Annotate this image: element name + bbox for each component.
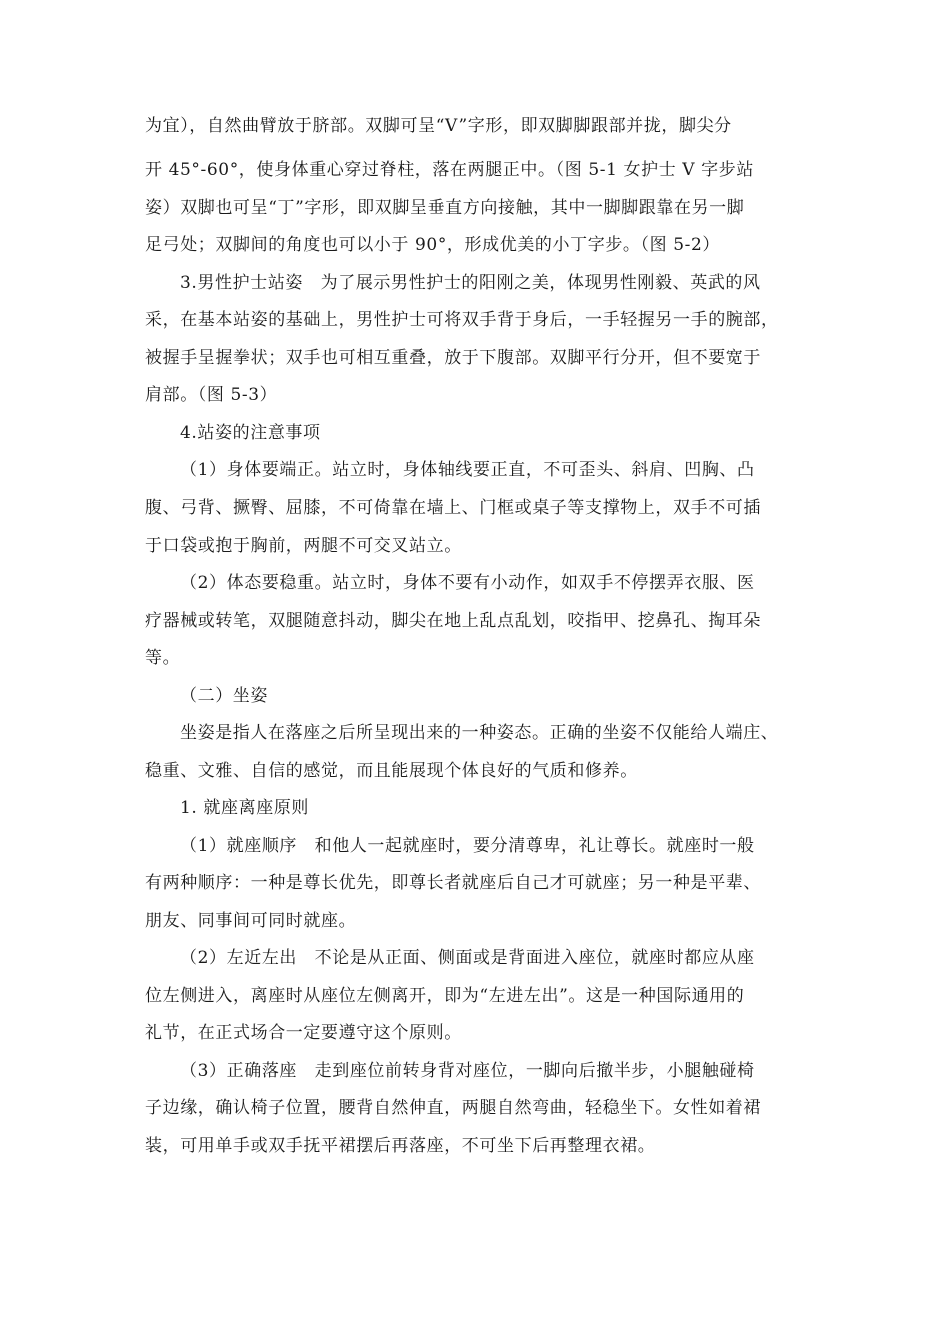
paragraph-line: 有两种顺序：一种是尊长优先，即尊长者就座后自己才可就座；另一种是平辈、	[145, 873, 761, 893]
paragraph-line: 稳重、文雅、自信的感觉，而且能展现个体良好的气质和修养。	[145, 761, 638, 781]
paragraph-line: 姿）双脚也可呈“丁”字形，即双脚呈垂直方向接触，其中一脚脚跟靠在另一脚	[145, 198, 745, 218]
paragraph-line: 采，在基本站姿的基础上，男性护士可将双手背于身后，一手轻握另一手的腕部，	[145, 310, 779, 330]
paragraph-line: 等。	[145, 648, 181, 668]
paragraph-line: 子边缘，确认椅子位置，腰背自然伸直，两腿自然弯曲，轻稳坐下。女性如着裙	[145, 1098, 761, 1118]
paragraph-line: 坐姿是指人在落座之后所呈现出来的一种姿态。正确的坐姿不仅能给人端庄、	[180, 723, 779, 743]
paragraph-line: 朋友、同事间可同时就座。	[145, 911, 357, 931]
paragraph-line: 礼节，在正式场合一定要遵守这个原则。	[145, 1023, 462, 1043]
paragraph-line: （2）体态要稳重。站立时，身体不要有小动作，如双手不停摆弄衣服、医	[180, 573, 755, 593]
paragraph-line: 于口袋或抱于胸前，两腿不可交叉站立。	[145, 536, 462, 556]
paragraph-line: 腹、弓背、撅臀、屈膝，不可倚靠在墙上、门框或桌子等支撑物上，双手不可插	[145, 498, 761, 518]
paragraph-line: 装，可用单手或双手抚平裙摆后再落座，不可坐下后再整理衣裙。	[145, 1136, 656, 1156]
section-heading: 1. 就座离座原则	[180, 798, 310, 818]
paragraph-line: 开 45°-60°，使身体重心穿过脊柱，落在两腿正中。（图 5-1 女护士 V 字步站	[145, 160, 754, 180]
paragraph-line: （1）身体要端正。站立时，身体轴线要正直，不可歪头、斜肩、凹胸、凸	[180, 460, 755, 480]
paragraph-line: 为宜），自然曲臂放于脐部。双脚可呈“V”字形，即双脚脚跟部并拢，脚尖分	[145, 116, 732, 136]
section-heading: （二）坐姿	[180, 686, 268, 706]
paragraph-line: 被握手呈握拳状；双手也可相互重叠，放于下腹部。双脚平行分开，但不要宽于	[145, 348, 761, 368]
paragraph-line: （3）正确落座 走到座位前转身背对座位，一脚向后撤半步，小腿触碰椅	[180, 1061, 755, 1081]
paragraph-line: 位左侧进入，离座时从座位左侧离开，即为“左进左出”。这是一种国际通用的	[145, 986, 745, 1006]
paragraph-line: 肩部。（图 5-3）	[145, 385, 278, 405]
paragraph-line: （1）就座顺序 和他人一起就座时，要分清尊卑，礼让尊长。就座时一般	[180, 836, 755, 856]
paragraph-line: （2）左近左出 不论是从正面、侧面或是背面进入座位，就座时都应从座	[180, 948, 755, 968]
paragraph-line: 疗器械或转笔，双腿随意抖动，脚尖在地上乱点乱划，咬指甲、挖鼻孔、掏耳朵	[145, 611, 761, 631]
section-heading: 4.站姿的注意事项	[180, 423, 321, 443]
paragraph-line: 足弓处；双脚间的角度也可以小于 90°，形成优美的小丁字步。（图 5-2）	[145, 235, 721, 255]
paragraph-line: 3.男性护士站姿 为了展示男性护士的阳刚之美，体现男性刚毅、英武的风	[180, 273, 761, 293]
